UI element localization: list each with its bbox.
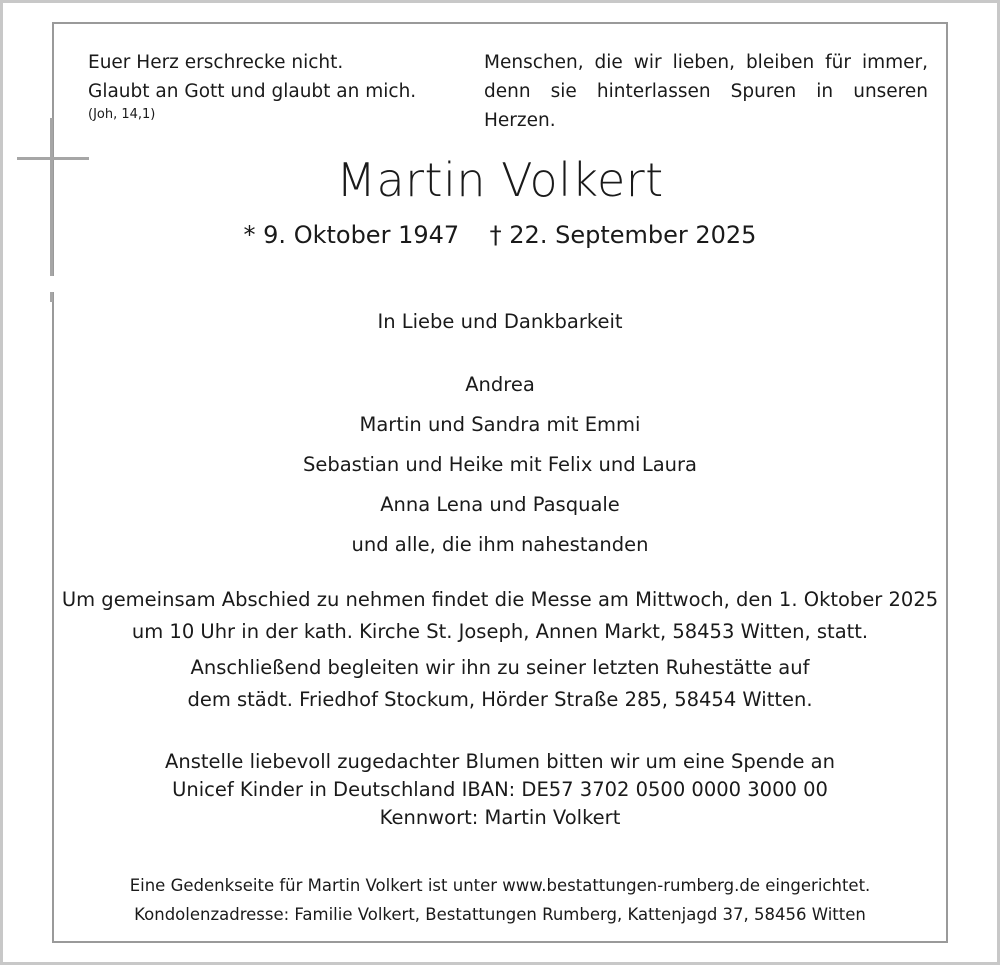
family-member: Anna Lena und Pasquale xyxy=(380,493,620,516)
family-member: Sebastian und Heike mit Felix und Laura xyxy=(302,453,697,476)
family-list xyxy=(0,365,1000,565)
service-info xyxy=(0,584,1000,648)
memorial-quote-line-1: Menschen, die wir lieben, bleiben für immer, xyxy=(484,52,928,73)
bible-quote-reference: (Joh, 14,1) xyxy=(88,107,156,122)
cross-gap xyxy=(48,276,56,292)
service-line-1: Um gemeinsam Abschied zu nehmen findet die Messe am Mittwoch, den 1. Oktober 2025 xyxy=(61,588,939,611)
condolence-address-line: Kondolenzadresse: Familie Volkert, Bestattungen Rumberg, Kattenjagd 37, 58456 Witten xyxy=(134,905,866,924)
intro-text: In Liebe und Dankbarkeit xyxy=(377,310,623,333)
footer-info xyxy=(0,871,1000,929)
donation-info xyxy=(0,748,1000,832)
burial-line-1: Anschließend begleiten wir ihn zu seiner letzten Ruhestätte auf xyxy=(190,656,810,679)
bible-quote-line-1: Euer Herz erschrecke nicht. xyxy=(88,52,344,73)
bible-quote xyxy=(88,48,416,124)
donation-line-1: Anstelle liebevoll zugedachter Blumen bitten wir um eine Spende an xyxy=(165,750,835,773)
donation-line-2: Unicef Kinder in Deutschland IBAN: DE57 3702 0500 0000 3000 00 xyxy=(172,778,828,801)
bible-quote-line-2: Glaubt an Gott und glaubt an mich. xyxy=(88,81,417,102)
donation-line-3: Kennwort: Martin Volkert xyxy=(379,806,621,829)
deceased-name: Martin Volkert xyxy=(336,153,664,207)
memorial-quote xyxy=(484,48,928,135)
life-dates: * 9. Oktober 1947 † 22. September 2025 xyxy=(243,221,757,249)
memorial-quote-line-2: denn sie hinterlassen Spuren in unseren Herzen. xyxy=(484,81,928,131)
family-member: und alle, die ihm nahestanden xyxy=(351,533,649,556)
family-member: Martin und Sandra mit Emmi xyxy=(359,413,641,436)
cross-stub xyxy=(50,292,53,302)
burial-line-2: dem städt. Friedhof Stockum, Hörder Straße 285, 58454 Witten. xyxy=(187,688,813,711)
service-line-2: um 10 Uhr in der kath. Kirche St. Joseph, Annen Markt, 58453 Witten, statt. xyxy=(131,620,869,643)
family-member: Andrea xyxy=(465,373,535,396)
memorial-page-line: Eine Gedenkseite für Martin Volkert ist unter www.bestattungen-rumberg.de eingerichtet. xyxy=(129,876,871,895)
burial-info xyxy=(0,652,1000,716)
